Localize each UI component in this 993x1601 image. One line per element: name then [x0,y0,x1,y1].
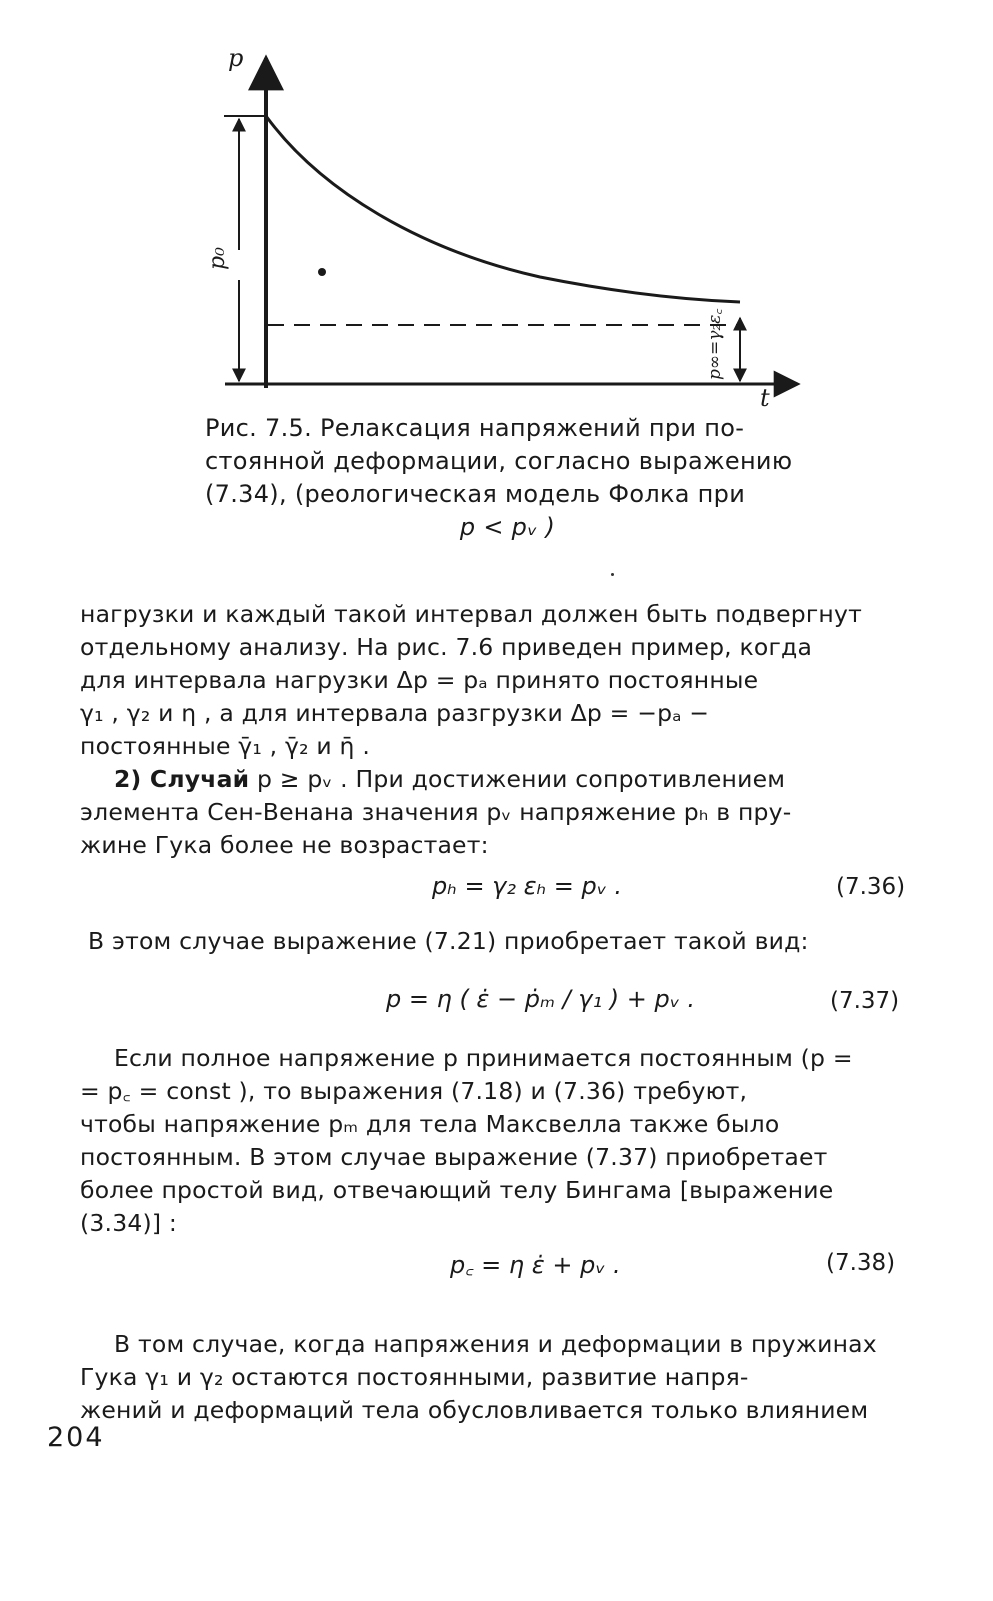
para4-line-6: (3.34)] : [80,1209,178,1237]
para5-line-1: В том случае, когда напряжения и деформации в пружинах [114,1330,877,1358]
p0-label: p₀ [205,247,230,270]
caption-line-4: p < pᵥ ) [459,513,556,541]
figure-dot [318,268,326,276]
para1-line-4: γ₁ , γ₂ и η , а для интервала разгрузки Δp = −pₐ − [80,699,710,727]
para4-line-3: чтобы напряжение pₘ для тела Максвелла также было [80,1110,780,1138]
para1-line-2: отдельному анализу. На рис. 7.6 приведен пример, когда [80,633,813,661]
equation-7-36: pₕ = γ₂ εₕ = pᵥ . [432,872,623,900]
equation-7-38-number: (7.38) [826,1250,896,1276]
equation-7-38: p꜀ = η ε̇ + pᵥ . [450,1251,621,1279]
para4-line-4: постоянным. В этом случае выражение (7.37) приобретает [80,1143,828,1171]
caption-line-3: (7.34), (реологическая модель Фолка при [205,480,746,508]
equation-7-37-number: (7.37) [830,988,900,1014]
pinf-label: p∞=γ₂ε꜀ [705,308,725,380]
p-axis-label: p [228,44,244,72]
case2-label: 2) Случай [114,765,250,793]
equation-7-37: p = η ( ε̇ − ṗₘ / γ₁ ) + pᵥ . [386,985,695,1013]
para1-line-1: нагрузки и каждый такой интервал должен быть подвергнут [80,600,862,628]
para1-line-5: постоянные γ̄₁ , γ̄₂ и η̄ . [80,732,370,760]
paragraph-1 [80,598,925,862]
para2-line-2: элемента Сен-Венана значения pᵥ напряжение pₕ в пру- [80,798,792,826]
paragraph-4 [80,1042,925,1240]
figure-caption [205,412,810,544]
para4-line-2: = p꜀ = const ), то выражения (7.18) и (7.36) требуют, [80,1077,748,1105]
page-number: 204 [47,1422,105,1453]
page-speck [611,573,614,576]
paragraph-5 [80,1328,925,1427]
caption-line-1: Рис. 7.5. Релаксация напряжений при по- [205,414,745,442]
equation-7-36-number: (7.36) [836,874,906,900]
relaxation-figure [0,0,993,410]
para5-line-2: Гука γ₁ и γ₂ остаются постоянными, развитие напря- [80,1363,749,1391]
para4-line-5: более простой вид, отвечающий телу Бингама [выражение [80,1176,834,1204]
para3-line: В этом случае выражение (7.21) приобретает такой вид: [88,927,809,955]
para2-line-3: жине Гука более не возрастает: [80,831,489,859]
case2-line [80,763,925,796]
paragraph-3 [88,925,933,958]
case2-rest: p ≥ pᵥ . При достижении сопротивлением [249,765,786,793]
t-axis-label: t [760,384,770,410]
caption-line-2: стоянной деформации, согласно выражению [205,447,793,475]
para1-line-3: для интервала нагрузки Δp = pₐ принято постоянные [80,666,759,694]
para5-line-3: жений и деформаций тела обусловливается только влиянием [80,1396,869,1424]
relaxation-curve [266,116,740,302]
para4-line-1: Если полное напряжение p принимается постоянным (p = [114,1044,853,1072]
